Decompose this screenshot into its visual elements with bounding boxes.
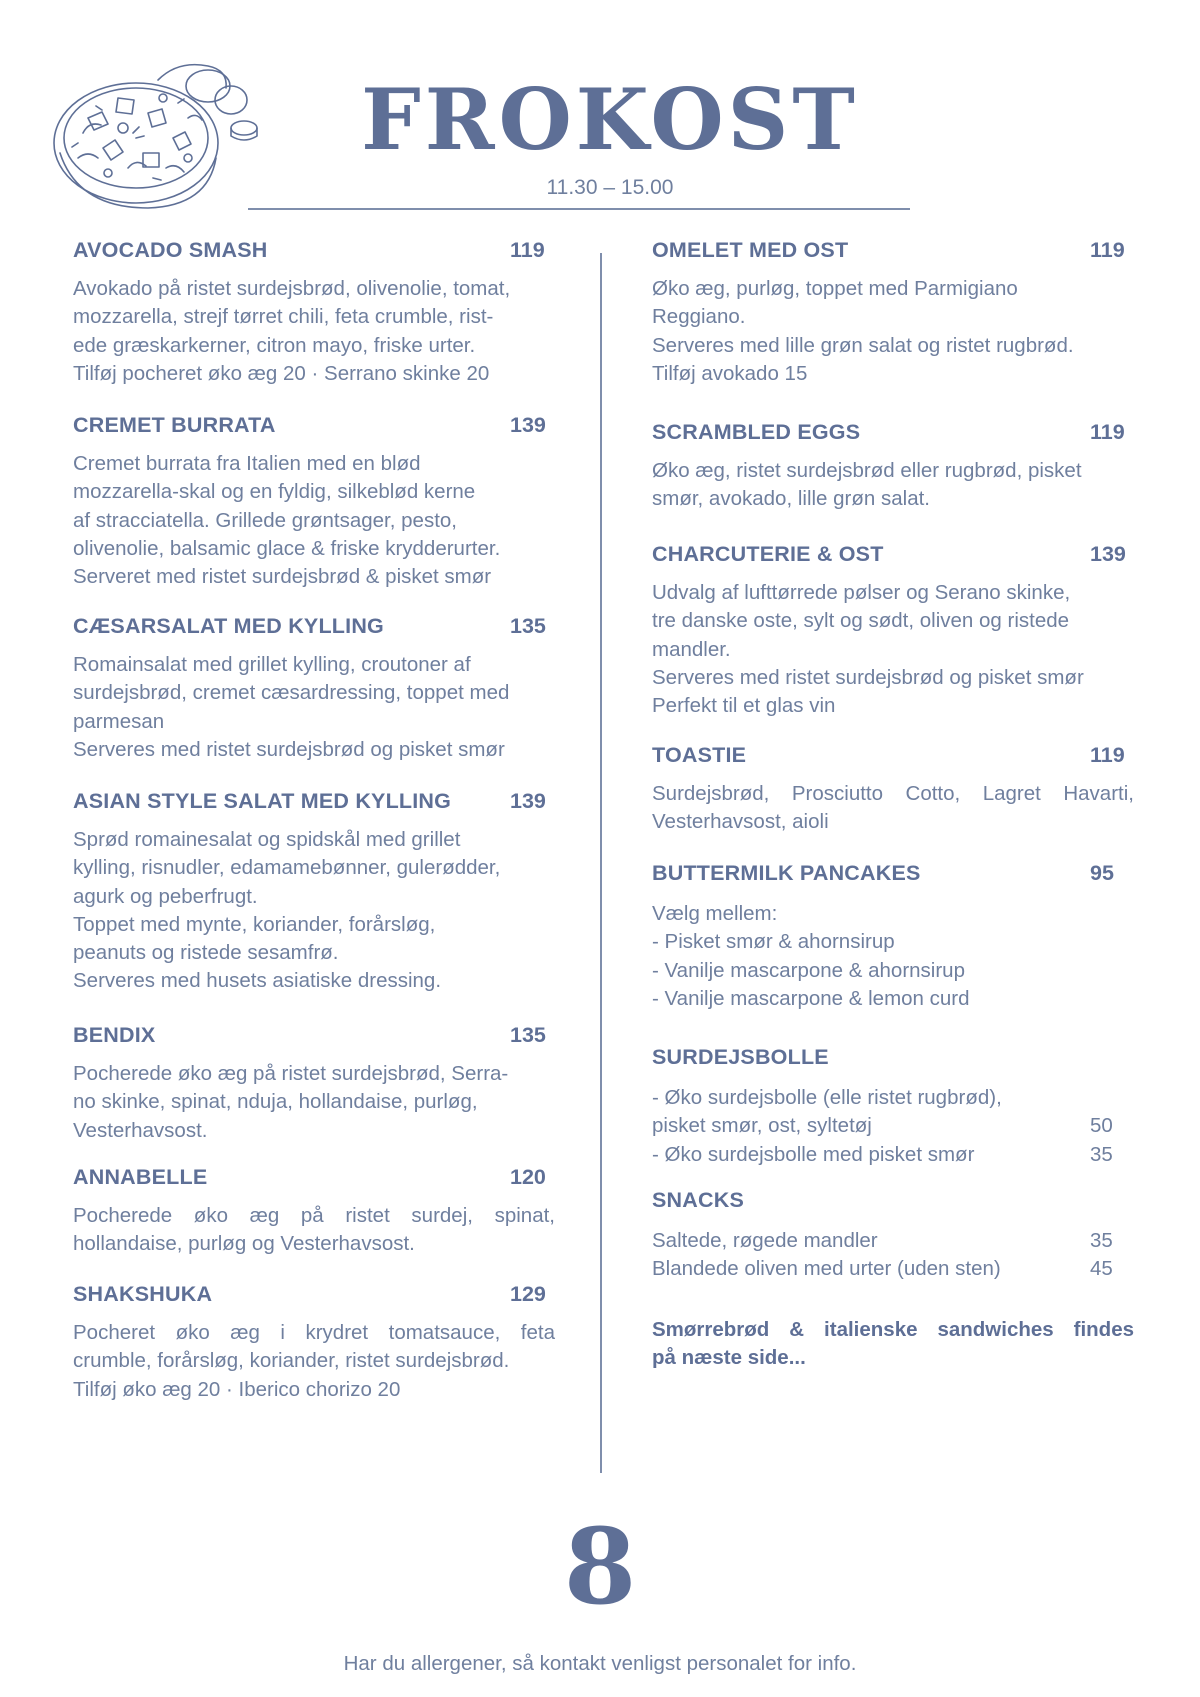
description-line: Perfekt til et glas vin	[652, 694, 836, 718]
menu-item-scrambled-eggs	[652, 420, 1134, 514]
price-row	[652, 1255, 1134, 1283]
item-description	[73, 275, 555, 388]
item-description	[73, 651, 555, 764]
description-line: Vælg mellem:	[652, 902, 778, 925]
item-description	[73, 826, 555, 996]
item-name: AVOCADO SMASH	[73, 238, 268, 262]
item-price: 119	[1090, 743, 1125, 767]
description-line: af stracciatella. Grillede grøntsager, pesto,	[73, 508, 457, 532]
menu-item-charcuterie-ost	[652, 542, 1134, 720]
description-line: Tilføj avokado 15	[652, 361, 808, 385]
page-number: 8	[563, 1505, 637, 1628]
description-line: - Pisket smør & ahornsirup	[652, 930, 895, 954]
description-line: Vesterhavsost, aioli	[652, 810, 829, 834]
description-line: Vesterhavsost.	[73, 1118, 208, 1142]
item-name: CHARCUTERIE & OST	[652, 542, 884, 566]
description-line: Serveres med ristet surdejsbrød og pisket smør	[73, 737, 505, 761]
description-line: agurk og peberfrugt.	[73, 884, 258, 908]
row-text: - Øko surdejsbolle (elle ristet rugbrød),	[652, 1086, 1002, 1109]
next-page-note	[652, 1316, 1134, 1373]
item-description	[73, 1060, 555, 1145]
description-line: Pocherede øko æg på ristet surdejsbrød, Serra-	[73, 1062, 509, 1085]
item-price: 119	[510, 238, 545, 262]
menu-item-annabelle	[73, 1165, 555, 1259]
item-name: OMELET MED OST	[652, 238, 849, 262]
description-line: Øko æg, purløg, toppet med Parmigiano	[652, 277, 1018, 300]
item-name: TOASTIE	[652, 743, 747, 767]
item-name: SHAKSHUKA	[73, 1282, 213, 1306]
row-price: 35	[1090, 1142, 1113, 1166]
row-text: pisket smør, ost, syltetøj	[652, 1114, 872, 1138]
description-line: Serveres med lille grøn salat og ristet rugbrød.	[652, 333, 1074, 357]
description-line: Sprød romainesalat og spidskål med grillet	[73, 828, 461, 851]
item-description	[652, 1084, 1134, 1169]
description-line: Pocheret øko æg i krydret tomatsauce, feta	[73, 1321, 555, 1344]
description-line: Avokado på ristet surdejsbrød, olivenolie, tomat,	[73, 277, 511, 300]
item-description	[73, 1319, 555, 1404]
description-line: Toppet med mynte, koriander, forårsløg,	[73, 912, 436, 936]
description-line: crumble, forårsløg, koriander, ristet surdejsbrød.	[73, 1349, 510, 1373]
description-line: Cremet burrata fra Italien med en blød	[73, 452, 421, 475]
description-line: Pocherede øko æg på ristet surdej, spinat,	[73, 1204, 555, 1227]
item-description	[652, 780, 1134, 837]
item-description	[652, 579, 1134, 720]
item-name: CÆSARSALAT MED KYLLING	[73, 614, 384, 638]
description-line: Reggiano.	[652, 305, 746, 329]
item-name: SNACKS	[652, 1188, 744, 1212]
item-name: BUTTERMILK PANCAKES	[652, 861, 921, 885]
menu-item-caesarsalat	[73, 614, 555, 764]
item-description	[652, 275, 1134, 388]
description-line: olivenolie, balsamic glace & friske krydderurter.	[73, 536, 501, 560]
column-divider	[600, 253, 602, 1473]
menu-item-avocado-smash	[73, 238, 555, 388]
allergen-notice: Har du allergener, så kontakt venligst personalet for info.	[343, 1652, 857, 1675]
page-title: FROKOST	[361, 70, 859, 169]
menu-item-bendix	[73, 1023, 555, 1145]
item-description	[652, 457, 1134, 514]
description-line: Romainsalat med grillet kylling, croutoner af	[73, 653, 471, 676]
item-description	[73, 450, 555, 591]
row-price: 35	[1090, 1229, 1113, 1252]
item-price: 119	[1090, 238, 1125, 262]
menu-item-buttermilk-pancakes	[652, 861, 1134, 1013]
description-line: Udvalg af lufttørrede pølser og Serano skinke,	[652, 581, 1071, 604]
description-line: Øko æg, ristet surdejsbrød eller rugbrød, pisket	[652, 459, 1082, 482]
row-text: Blandede oliven med urter (uden sten)	[652, 1257, 1001, 1281]
row-text: - Øko surdejsbolle med pisket smør	[652, 1142, 975, 1166]
description-line: hollandaise, purløg og Vesterhavsost.	[73, 1232, 415, 1256]
item-description	[652, 900, 1134, 1013]
row-price: 50	[1090, 1114, 1113, 1138]
item-price: 129	[510, 1282, 546, 1306]
price-row	[652, 1227, 1134, 1255]
item-price: 139	[510, 789, 546, 813]
description-line: - Vanilje mascarpone & lemon curd	[652, 986, 970, 1010]
description-line: Serveres med ristet surdejsbrød og pisket smør	[652, 665, 1084, 689]
row-price: 45	[1090, 1257, 1113, 1281]
item-name: ANNABELLE	[73, 1165, 208, 1189]
item-price: 120	[510, 1165, 546, 1189]
description-line: smør, avokado, lille grøn salat.	[652, 487, 930, 511]
item-name: ASIAN STYLE SALAT MED KYLLING	[73, 789, 452, 813]
description-line: no skinke, spinat, nduja, hollandaise, purløg,	[73, 1090, 478, 1114]
menu-item-asian-style-salat	[73, 789, 555, 996]
title-underline	[248, 208, 910, 210]
menu-item-toastie	[652, 743, 1134, 837]
description-line: Surdejsbrød, Prosciutto Cotto, Lagret Havarti,	[652, 782, 1134, 805]
price-row	[652, 1141, 1134, 1169]
row-text: Saltede, røgede mandler	[652, 1229, 878, 1252]
description-line: tre danske oste, sylt og sødt, oliven og ristede	[652, 609, 1070, 633]
item-name: SURDEJSBOLLE	[652, 1045, 829, 1069]
menu-item-cremet-burrata	[73, 413, 555, 591]
item-price: 135	[510, 1023, 546, 1047]
item-description	[73, 1202, 555, 1259]
opening-hours: 11.30 – 15.00	[546, 176, 674, 199]
item-price: 139	[1090, 542, 1126, 566]
description-line: - Vanilje mascarpone & ahornsirup	[652, 958, 965, 982]
item-name: BENDIX	[73, 1023, 156, 1047]
item-price: 139	[510, 413, 546, 437]
description-line: Tilføj pocheret øko æg 20 · Serrano skinke 20	[73, 361, 490, 385]
note-line: Smørrebrød & italienske sandwiches findes	[652, 1318, 1134, 1341]
description-line: Tilføj øko æg 20 · Iberico chorizo 20	[73, 1377, 401, 1401]
item-description	[652, 1227, 1134, 1284]
note-line: på næste side...	[652, 1346, 806, 1370]
item-name: CREMET BURRATA	[73, 413, 276, 437]
description-line: ede græskarkerner, citron mayo, friske urter.	[73, 333, 476, 357]
menu-item-snacks	[652, 1188, 1134, 1284]
price-row	[652, 1112, 1134, 1140]
description-line: Serveres med husets asiatiske dressing.	[73, 969, 442, 993]
price-row	[652, 1084, 1134, 1112]
item-price: 95	[1090, 861, 1114, 885]
menu-item-shakshuka	[73, 1282, 555, 1404]
item-name: SCRAMBLED EGGS	[652, 420, 861, 444]
description-line: peanuts og ristede sesamfrø.	[73, 941, 339, 965]
description-line: kylling, risnudler, edamamebønner, gulerødder,	[73, 856, 501, 880]
menu-item-surdejsbolle	[652, 1045, 1134, 1169]
description-line: surdejsbrød, cremet cæsardressing, toppet med	[73, 681, 510, 705]
menu-item-omelet-med-ost	[652, 238, 1134, 388]
description-line: Serveret med ristet surdejsbrød & pisket smør	[73, 565, 492, 589]
description-line: mozzarella, strejf tørret chili, feta crumble, rist-	[73, 305, 494, 329]
description-line: mozzarella-skal og en fyldig, silkeblød kerne	[73, 480, 476, 504]
description-line: parmesan	[73, 709, 165, 733]
description-line: mandler.	[652, 637, 731, 661]
item-price: 119	[1090, 420, 1125, 444]
item-price: 135	[510, 614, 546, 638]
salad-bowl-sketch-icon	[48, 58, 258, 218]
